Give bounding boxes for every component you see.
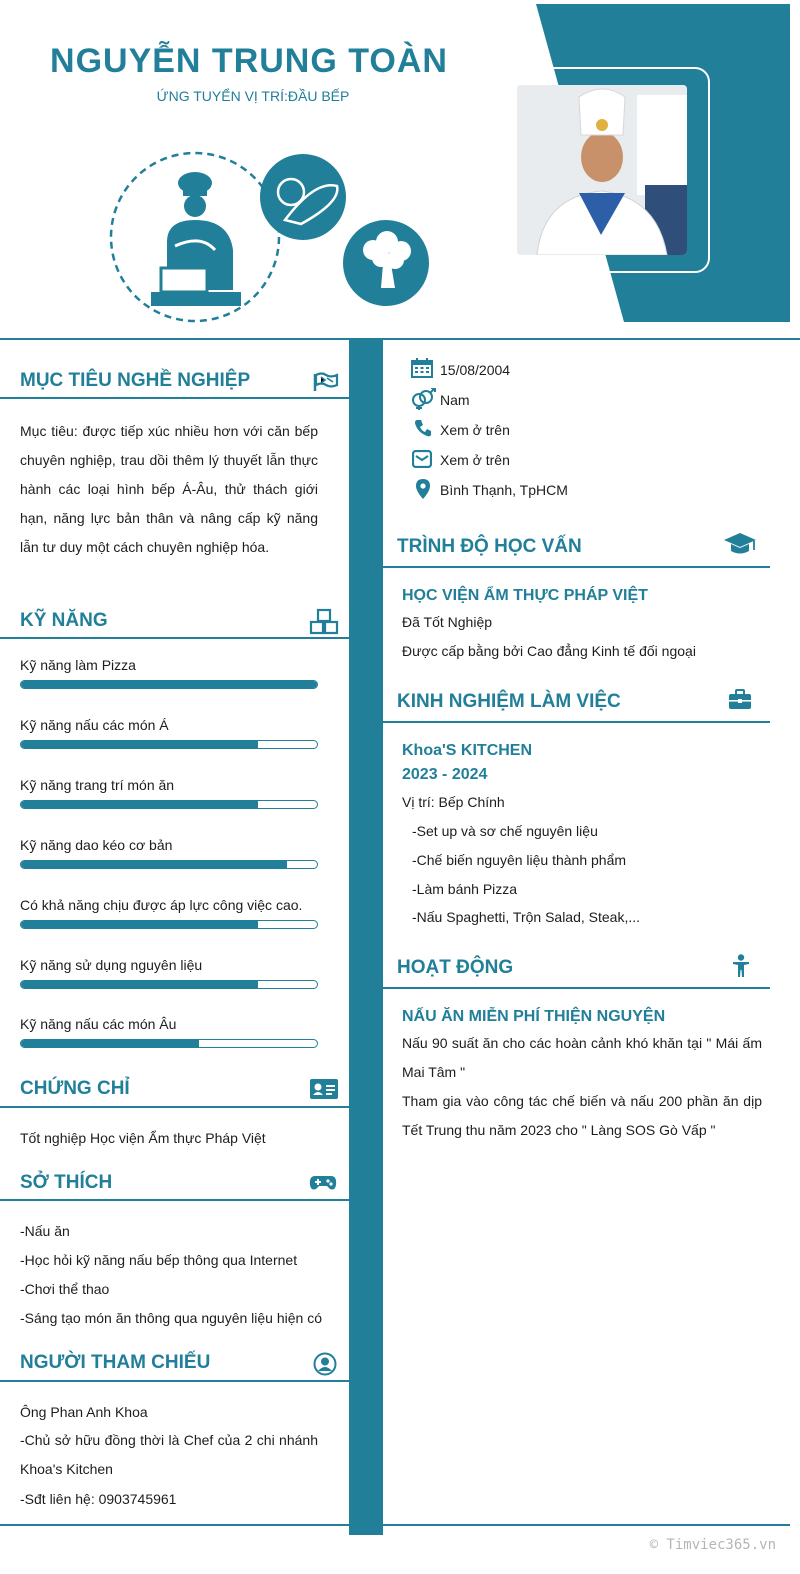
skill-label: Kỹ năng nấu các món Á <box>20 717 169 733</box>
hobbies-underline <box>0 1199 349 1201</box>
skill-label: Kỹ năng làm Pizza <box>20 657 136 673</box>
reference-phone: -Sđt liên hệ: 0903745961 <box>20 1491 177 1507</box>
activities-title: HOẠT ĐỘNG <box>397 957 514 978</box>
skill-bar <box>20 740 318 749</box>
applied-position: ỨNG TUYỂN VỊ TRÍ:ĐẦU BẾP <box>156 88 350 104</box>
objective-title: MỤC TIÊU NGHỀ NGHIỆP <box>20 370 251 391</box>
email-icon <box>412 450 432 468</box>
references-title: NGƯỜI THAM CHIẾU <box>20 1352 211 1373</box>
skill-bar <box>20 980 318 989</box>
experience-underline <box>383 721 770 723</box>
address-value: Bình Thạnh, TpHCM <box>440 482 568 498</box>
gender-icon <box>410 388 436 410</box>
dob-value: 15/08/2004 <box>440 362 511 378</box>
candidate-name: NGUYỄN TRUNG TOÀN <box>50 42 448 80</box>
skills-underline <box>0 637 349 639</box>
hobby-item: -Nấu ăn <box>20 1223 70 1239</box>
work-period: 2023 - 2024 <box>402 766 488 783</box>
id-card-icon <box>309 1078 339 1100</box>
certificate-text: Tốt nghiệp Học viện Ẩm thực Pháp Việt <box>20 1130 266 1146</box>
references-underline <box>0 1380 349 1382</box>
job-task: -Chế biến nguyên liệu thành phẩm <box>412 852 627 868</box>
flag-icon <box>313 372 339 392</box>
phone-value: Xem ở trên <box>440 422 510 438</box>
experience-title: KINH NGHIỆM LÀM VIỆC <box>397 691 621 712</box>
location-icon <box>416 479 430 499</box>
email-value: Xem ở trên <box>440 452 510 468</box>
header-divider <box>0 338 800 340</box>
education-status: Đã Tốt Nghiệp <box>402 614 493 630</box>
skill-bar <box>20 800 318 809</box>
skill-label: Kỹ năng nấu các món Âu <box>20 1016 177 1032</box>
education-underline <box>383 566 770 568</box>
certificates-title: CHỨNG CHỈ <box>20 1078 130 1099</box>
skill-label: Có khả năng chịu được áp lực công việc cao. <box>20 897 303 913</box>
hobbies-title: SỞ THÍCH <box>20 1172 113 1193</box>
briefcase-icon <box>728 689 752 710</box>
hobby-item: -Chơi thể thao <box>20 1281 110 1297</box>
activity-text-1: Nấu 90 suất ăn cho các hoàn cảnh khó khăn tại " Mái ấm Mai Tâm " <box>402 1035 762 1080</box>
reference-name: Ông Phan Anh Khoa <box>20 1404 148 1420</box>
activities-underline <box>383 987 770 989</box>
skill-bar <box>20 1039 318 1048</box>
education-detail: Được cấp bằng bởi Cao đẳng Kinh tế đối ngoại <box>402 643 696 659</box>
skill-label: Kỹ năng sử dụng nguyên liệu <box>20 957 203 973</box>
objective-underline <box>0 397 349 399</box>
calendar-icon <box>411 358 433 378</box>
gender-value: Nam <box>440 392 470 408</box>
job-task: -Nấu Spaghetti, Trộn Salad, Steak,... <box>412 909 641 925</box>
activity-text-2: Tham gia vào công tác chế biến và nấu 200 phần ăn dịp Tết Trung thu năm 2023 cho " Làng SOS Gò Vấp " <box>402 1093 762 1138</box>
skill-label: Kỹ năng trang trí món ăn <box>20 777 175 793</box>
reference-desc: -Chủ sở hữu đồng thời là Chef của 2 chi nhánh Khoa's Kitchen <box>20 1432 318 1477</box>
company-name: Khoa'S KITCHEN <box>402 742 533 759</box>
hobby-item: -Học hỏi kỹ năng nấu bếp thông qua Internet <box>20 1252 298 1268</box>
education-title: TRÌNH ĐỘ HỌC VẤN <box>397 536 582 557</box>
footer-divider <box>0 1524 790 1526</box>
person-icon <box>732 954 750 978</box>
gamepad-icon <box>309 1174 337 1192</box>
skill-bar <box>20 920 318 929</box>
user-circle-icon <box>313 1352 337 1376</box>
center-column-bar <box>349 339 383 1535</box>
cubes-icon <box>309 608 339 635</box>
job-task: -Set up và sơ chế nguyên liệu <box>412 823 598 839</box>
watermark: © Timviec365.vn <box>649 1537 776 1553</box>
profile-photo <box>517 85 687 255</box>
phone-icon <box>414 419 432 437</box>
objective-text: Mục tiêu: được tiếp xúc nhiều hơn với căn bếp chuyên nghiệp, trau dồi thêm lý thuyết lẫn thực hành các loại hình bếp Á-Âu, thử thách giới hạn, năng lực bản thân và nâng cấp kỹ năng lẫn tư duy một cách chuyên nghiệp hóa. <box>20 423 318 555</box>
hobby-item: -Sáng tạo món ăn thông qua nguyên liệu hiện có <box>20 1310 323 1326</box>
skill-label: Kỹ năng dao kéo cơ bản <box>20 837 173 853</box>
job-task: -Làm bánh Pizza <box>412 881 518 897</box>
skill-bar <box>20 860 318 869</box>
school-name: HỌC VIỆN ẨM THỰC PHÁP VIỆT <box>402 587 648 604</box>
certificates-underline <box>0 1106 349 1108</box>
skills-title: KỸ NĂNG <box>20 610 108 631</box>
job-role: Vị trí: Bếp Chính <box>402 794 505 810</box>
chef-illustration <box>105 150 440 330</box>
graduation-cap-icon <box>723 532 757 556</box>
activity-name: NẤU ĂN MIỄN PHÍ THIỆN NGUYỆN <box>402 1008 666 1025</box>
skill-bar <box>20 680 318 689</box>
